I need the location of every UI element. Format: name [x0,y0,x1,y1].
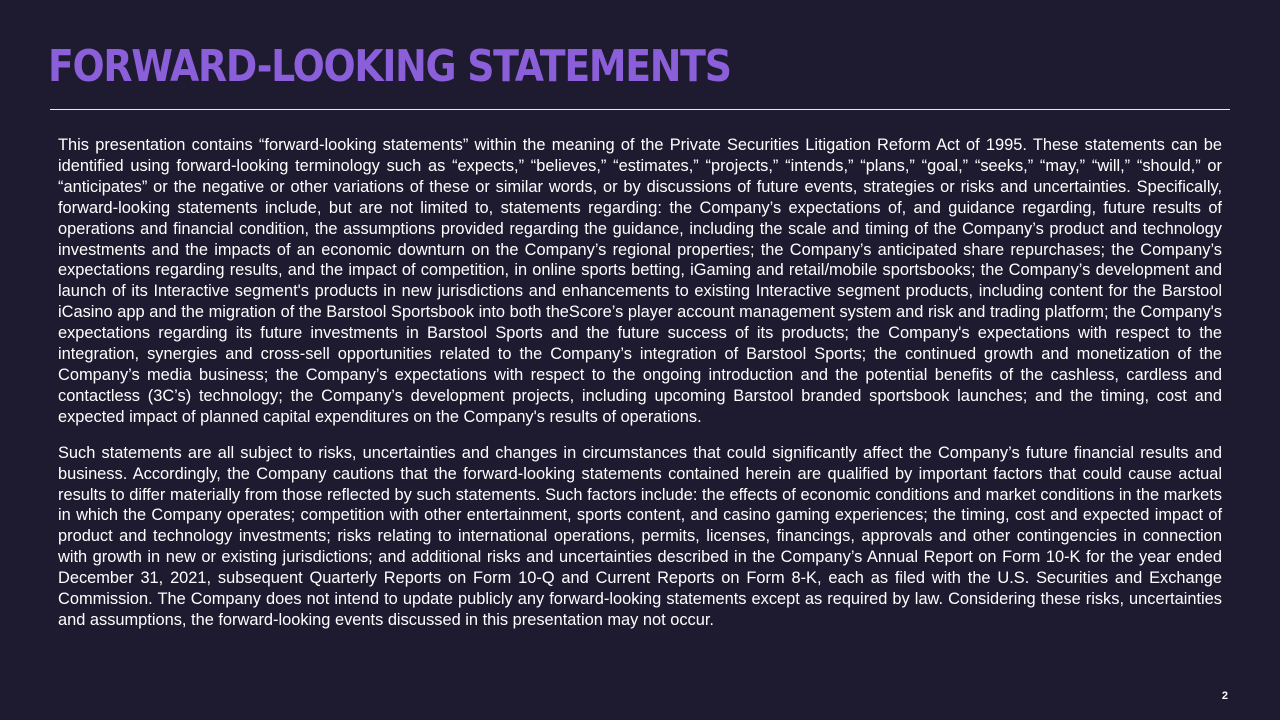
paragraph-risk-factors: Such statements are all subject to risks, uncertainties and changes in circumstances that could significantly affect the Company’s future financial results and business. Accordingly, the Company cautions that the forward-looking statements contained herein are qualified by important factors that could cause actual results to differ materially from those reflected by such statements. Such factors include: the effects of economic conditions and market conditions in the markets in which the Company operates; competition with other entertainment, sports content, and casino gaming experiences; the timing, cost and expected impact of product and technology investments; risks relating to international operations, permits, licenses, financings, approvals and other contingencies in connection with growth in new or existing jurisdictions; and additional risks and uncertainties described in the Company’s Annual Report on Form 10-K for the year ended December 31, 2021, subsequent Quarterly Reports on Form 10-Q and Current Reports on Form 8-K, each as filed with the U.S. Securities and Exchange Commission. The Company does not intend to update publicly any forward-looking statements except as required by law. Considering these risks, uncertainties and assumptions, the forward-looking events discussed in this presentation may not occur. [58,443,1222,629]
slide-title: FORWARD-LOOKING STATEMENTS [48,41,731,92]
page-number: 2 [1221,690,1228,702]
title-divider [50,109,1230,110]
body-text [58,135,1222,631]
paragraph-forward-looking-definition: This presentation contains “forward-looking statements” within the meaning of the Private Securities Litigation Reform Act of 1995. These statements can be identified using forward-looking terminology such as “expects,” “believes,” “estimates,” “projects,” “intends,” “plans,” “goal,” “seeks,” “may,” “will,” “should,” or “anticipates” or the negative or other variations of these or similar words, or by discussions of future events, strategies or risks and uncertainties. Specifically, forward-looking statements include, but are not limited to, statements regarding: the Company’s expectations of, and guidance regarding, future results of operations and financial condition, the assumptions provided regarding the guidance, including the scale and timing of the Company’s product and technology investments and the impacts of an economic downturn on the Company’s regional properties; the Company’s anticipated share repurchases; the Company’s expectations regarding results, and the impact of competition, in online sports betting, iGaming and retail/mobile sportsbooks; the Company’s development and launch of its Interactive segment's products in new jurisdictions and enhancements to existing Interactive segment products, including content for the Barstool iCasino app and the migration of the Barstool Sportsbook into both theScore’s player account management system and risk and trading platform; the Company's expectations regarding its future investments in Barstool Sports and the future success of its products; the Company's expectations with respect to the integration, synergies and cross-sell opportunities related to the Company’s integration of Barstool Sports; the continued growth and monetization of the Company’s media business; the Company’s expectations with respect to the ongoing introduction and the potential benefits of the cashless, cardless and contactless (3C’s) technology; the Company’s development projects, including upcoming Barstool branded sportsbook launches; and the timing, cost and expected impact of planned capital expenditures on the Company's results of operations. [58,136,1222,426]
